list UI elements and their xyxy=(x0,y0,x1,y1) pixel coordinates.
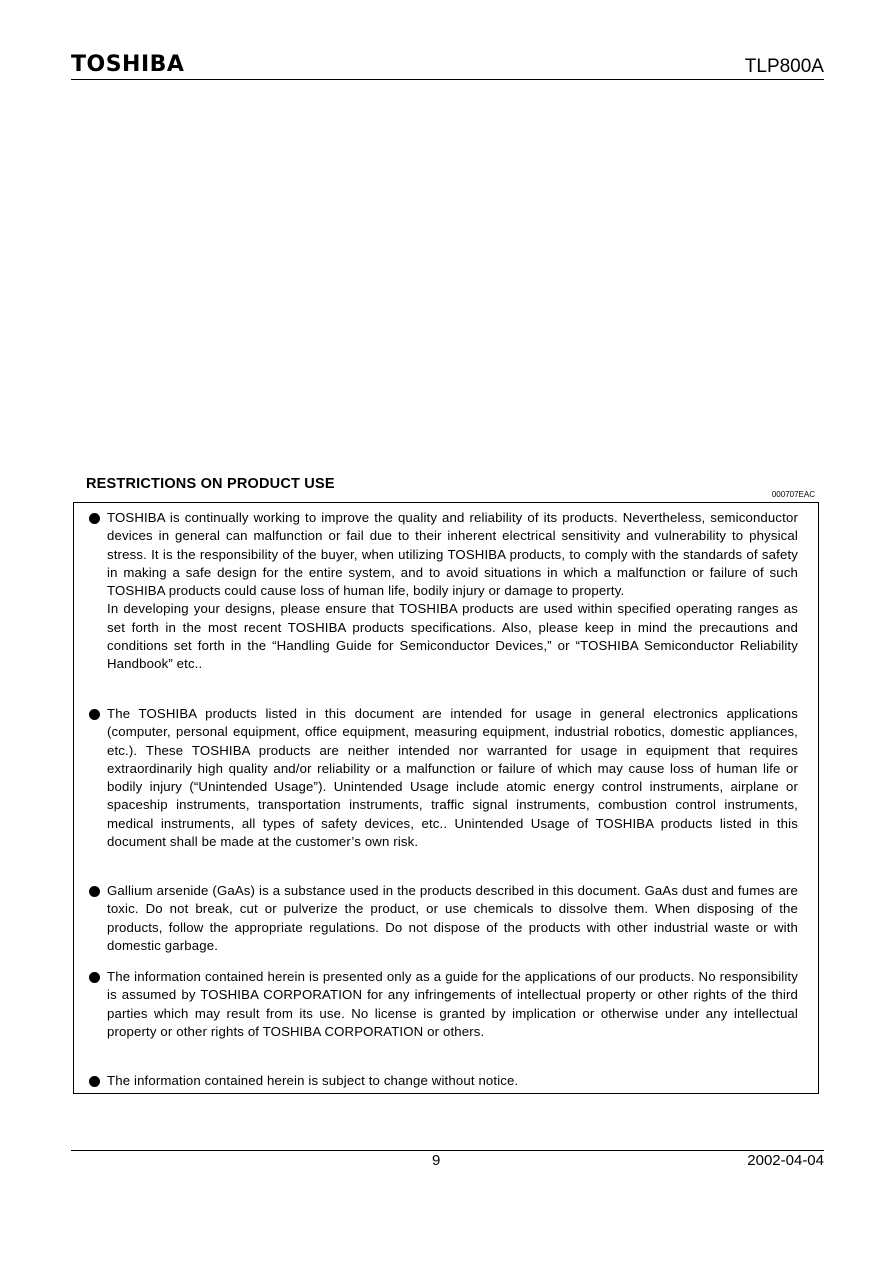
restriction-paragraph: The information contained herein is subject to change without notice. xyxy=(107,1073,519,1088)
restriction-item-intended-usage xyxy=(107,705,798,851)
document-code: 000707EAC xyxy=(771,490,815,499)
restriction-paragraph: In developing your designs, please ensure that TOSHIBA products are used within specified operating ranges as set forth in the most recent TOSHIBA products specifications. Also, please keep in mind the precautions and conditions set forth in the “Handling Guide for Semiconductor Devices,” or “TOSHIBA Semiconductor Reliability Handbook” etc.. xyxy=(107,601,798,672)
restriction-paragraph: TOSHIBA is continually working to improve the quality and reliability of its products. Nevertheless, semiconductor devices in general can malfunction or fail due to their inherent electrical sensitivity and vulnerability to physical stress. It is the responsibility of the buyer, when utilizing TOSHIBA products, to comply with the standards of safety in making a safe design for the entire system, and to avoid situations in which a malfunction or failure of such TOSHIBA products could cause loss of human life, bodily injury or damage to property. xyxy=(107,510,798,599)
page-number: 9 xyxy=(432,1152,441,1169)
bullet-icon xyxy=(89,1076,100,1087)
restriction-paragraph: Gallium arsenide (GaAs) is a substance used in the products described in this document. GaAs dust and fumes are toxic. Do not break, cut or pulverize the product, or use chemicals to dissolve them. When disposing of the products, follow the appropriate regulations. Do not dispose of the products with other industrial waste or with domestic garbage. xyxy=(107,883,798,953)
header-divider xyxy=(71,79,824,80)
section-title: RESTRICTIONS ON PRODUCT USE xyxy=(86,476,335,492)
restriction-item-change-notice xyxy=(107,1072,798,1090)
restriction-paragraph: The information contained herein is presented only as a guide for the applications of our products. No responsibility is assumed by TOSHIBA CORPORATION for any infringements of intellectual property or other rights of the third parties which may result from its use. No license is granted by implication or otherwise under any intellectual property or other rights of TOSHIBA CORPORATION or others. xyxy=(107,969,798,1039)
bullet-icon xyxy=(89,513,100,524)
footer-divider xyxy=(71,1150,824,1151)
bullet-icon xyxy=(89,972,100,983)
bullet-icon xyxy=(89,886,100,897)
restriction-paragraph: The TOSHIBA products listed in this document are intended for usage in general electronics applications (computer, personal equipment, office equipment, measuring equipment, industrial robotics, domestic appliances, etc.). These TOSHIBA products are neither intended nor warranted for usage in equipment that requires extraordinarily high quality and/or reliability or a malfunction or failure of which may cause loss of human life or bodily injury (“Unintended Usage”). Unintended Usage include atomic energy control instruments, airplane or spaceship instruments, transportation instruments, traffic signal instruments, combustion control instruments, medical instruments, all types of safety devices, etc.. Unintended Usage of TOSHIBA products listed in this document shall be made at the customer’s own risk. xyxy=(107,706,798,850)
bullet-icon xyxy=(89,709,100,720)
footer-date: 2002-04-04 xyxy=(747,1152,824,1169)
company-logo: TOSHIBA xyxy=(71,52,185,77)
restriction-item-gaas xyxy=(107,882,798,955)
part-number: TLP800A xyxy=(744,56,824,77)
restriction-item-information-guide xyxy=(107,968,798,1041)
restriction-item-quality xyxy=(107,509,798,674)
